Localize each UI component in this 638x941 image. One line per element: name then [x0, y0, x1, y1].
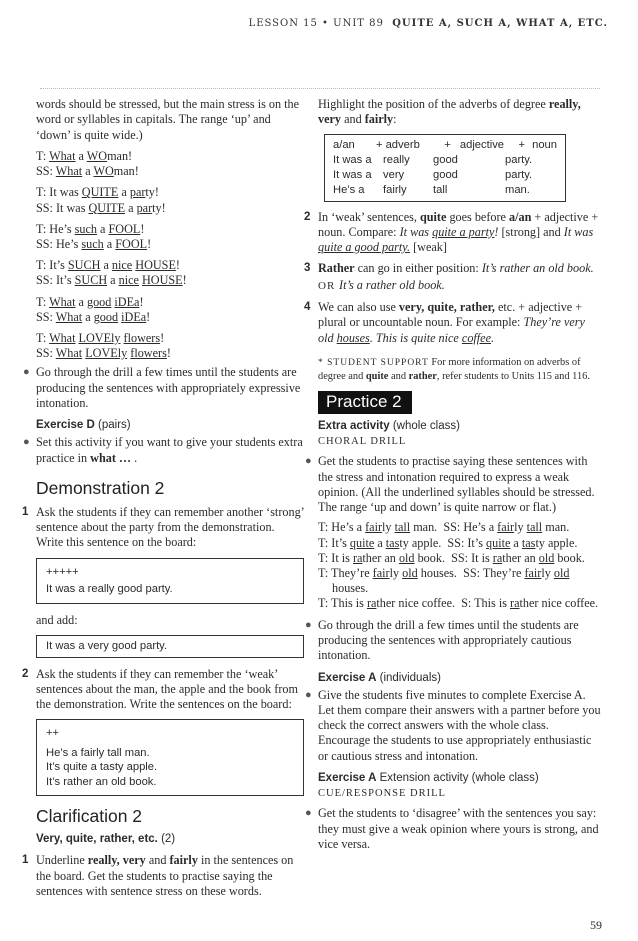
drill-group	[36, 222, 304, 252]
drill-line: T: This is rather nice coffee. S: This is rather nice coffee.	[318, 596, 599, 611]
weak-drill	[318, 520, 602, 611]
page-number: 59	[590, 918, 602, 932]
bullet-icon: ●	[305, 455, 312, 468]
numbered-item: 1 Ask the students if they can remember another ‘strong’ sentence about the party from the demonstration. Write this sentence on the board:	[22, 504, 304, 550]
numbered-item: 2 In ‘weak’ sentences, quite goes before a/an + adjective + noun. Compare: It was quite a party! [strong] and It was quite a good party. [weak]	[304, 209, 599, 255]
exercise-a-heading: Exercise A (individuals)	[318, 671, 441, 684]
highlight-paragraph: Highlight the position of the adverbs of degree really, very and fairly:	[318, 97, 581, 127]
drill-line: T: They’re fairly old houses. SS: They’re fairly old houses.	[318, 566, 570, 596]
drill-line: T: What LOVEly flowers!	[36, 330, 165, 345]
drill-line: T: It was QUITE a party!	[36, 185, 159, 200]
bullet-item: ● Go through the drill a few times until the students are producing the sentences with appropriately cautious intonation.	[305, 617, 579, 663]
bullet-item: ● Set this activity if you want to give your students extra practice in what … .	[23, 435, 303, 465]
board-sentence: It’s rather an old book.	[46, 775, 157, 788]
board-box	[36, 635, 304, 658]
bullet-icon: ●	[305, 688, 312, 701]
drill-group	[36, 258, 304, 288]
extra-activity-heading: Extra activity (whole class)	[318, 419, 460, 432]
numbered-item: 3 Rather can go in either position: It’s rather an old book. OR It’s a rather old book.	[304, 261, 594, 292]
header-title: QUITE A, SUCH A, WHAT A, ETC.	[392, 18, 608, 29]
drill-line: T: He’s such a FOOL!	[36, 221, 145, 236]
demonstration-heading: Demonstration 2	[36, 477, 165, 498]
choral-drill-label: CHORAL DRILL	[318, 435, 407, 447]
drill-line: T: What a WOman!	[36, 148, 133, 163]
numbered-item: 1 Underline really, very and fairly in the sentences on the board. Get the students to practise saying the sentences with sentence stress on these words.	[22, 853, 294, 898]
intro-paragraph: words should be stressed, but the main stress is on the word or syllables in capitals. The range ‘up’ and ‘down’ is quite wide.)	[36, 97, 300, 142]
table-row: It was a very good party.	[333, 168, 533, 181]
drill-line: T: It is rather an old book. SS: It is rather an old book.	[318, 550, 585, 565]
numbered-item: 2 Ask the students if they can remember the ‘weak’ sentences about the man, the apple and the book from the demonstration. Write the sentences on the board:	[22, 666, 298, 712]
board-sentence: It’s quite a tasty apple.	[46, 761, 158, 774]
running-header	[0, 18, 608, 29]
board-sentence: It was a really good party.	[46, 583, 173, 596]
drill-line: SS: What a good iDEa!	[36, 309, 151, 324]
drill-line: T: He’s a fairly tall man. SS: He’s a fairly tall man.	[318, 520, 570, 535]
board-sentence: It was a very good party.	[46, 640, 168, 652]
clarification-heading: Clarification 2	[36, 806, 143, 827]
drill-group	[36, 331, 304, 361]
right-column	[304, 97, 602, 852]
drill-group	[36, 149, 304, 179]
bullet-item: ● Go through the drill a few times until the students are producing the sentences with appropriately expressive intonation.	[23, 365, 301, 410]
drill-group	[36, 295, 304, 325]
practice-heading: Practice 2	[318, 391, 412, 414]
numbered-item: 4 We can also use very, quite, rather, etc. + adjective + plural or uncountable noun. For example: They’re very old houses. This is quite nice coffee.	[304, 300, 585, 345]
student-support-note: * STUDENT SUPPORT For more information on adverbs of degree and quite and rather, refer students to Units 115 and 116.	[318, 356, 590, 382]
bullet-item: ● Give the students five minutes to complete Exercise A. Let them compare their answers with a partner before you check the correct answers with the whole class. Encourage the students to use appropriately enthusiastic or cautious stress and intonation.	[305, 687, 601, 763]
bullet-item: ● Get the students to practise saying these sentences with the stress and intonation required to express a weak opinion. (All the underlined syllables should be stressed. The range ‘up and down’ is quite narrow or flat.)	[305, 454, 595, 515]
and-add-text: and add:	[36, 612, 78, 627]
drill-line: SS: It was QUITE a party!	[36, 200, 166, 215]
bullet-icon: ●	[23, 436, 30, 449]
drill-line: SS: What a WOman!	[36, 164, 139, 179]
table-row: He’s a fairly tall man.	[333, 183, 530, 196]
exercise-d-heading: Exercise D (pairs)	[36, 419, 131, 432]
stress-marks: +++++	[46, 565, 79, 578]
table-row: It was a really good party.	[333, 153, 533, 166]
bullet-icon: ●	[305, 618, 312, 631]
drill-line: T: What a good iDEa!	[36, 294, 144, 309]
drill-group	[36, 185, 304, 215]
table-row: a/an + adverb + adjective + noun	[333, 138, 557, 151]
clarification-subheading: Very, quite, rather, etc. (2)	[36, 833, 176, 846]
board-sentence: He’s a fairly tall man.	[46, 746, 150, 759]
board-box	[36, 719, 304, 796]
board-box	[36, 558, 304, 604]
header-lesson: LESSON 15 • UNIT 89	[248, 18, 384, 29]
drill-line: T: It’s SUCH a nice HOUSE!	[36, 258, 180, 273]
drill-line: SS: He’s such a FOOL!	[36, 236, 152, 251]
adverb-table	[324, 134, 566, 202]
bullet-icon: ●	[305, 807, 312, 820]
drill-line: T: It’s quite a tasty apple. SS: It’s quite a tasty apple.	[318, 535, 578, 550]
drill-line: SS: It’s SUCH a nice HOUSE!	[36, 273, 187, 288]
drill-line: SS: What LOVEly flowers!	[36, 346, 171, 361]
bullet-item: ● Get the students to ‘disagree’ with the sentences you say: they must give a weak opinion where yours is strong, and vice versa.	[305, 806, 599, 851]
exercise-a-extension-heading: Exercise A Extension activity (whole class)	[318, 772, 539, 785]
cue-response-label: CUE/RESPONSE DRILL	[318, 788, 446, 800]
stress-marks: ++	[46, 727, 60, 740]
bullet-icon: ●	[23, 366, 30, 379]
header-divider	[40, 88, 600, 89]
left-column	[22, 97, 304, 899]
